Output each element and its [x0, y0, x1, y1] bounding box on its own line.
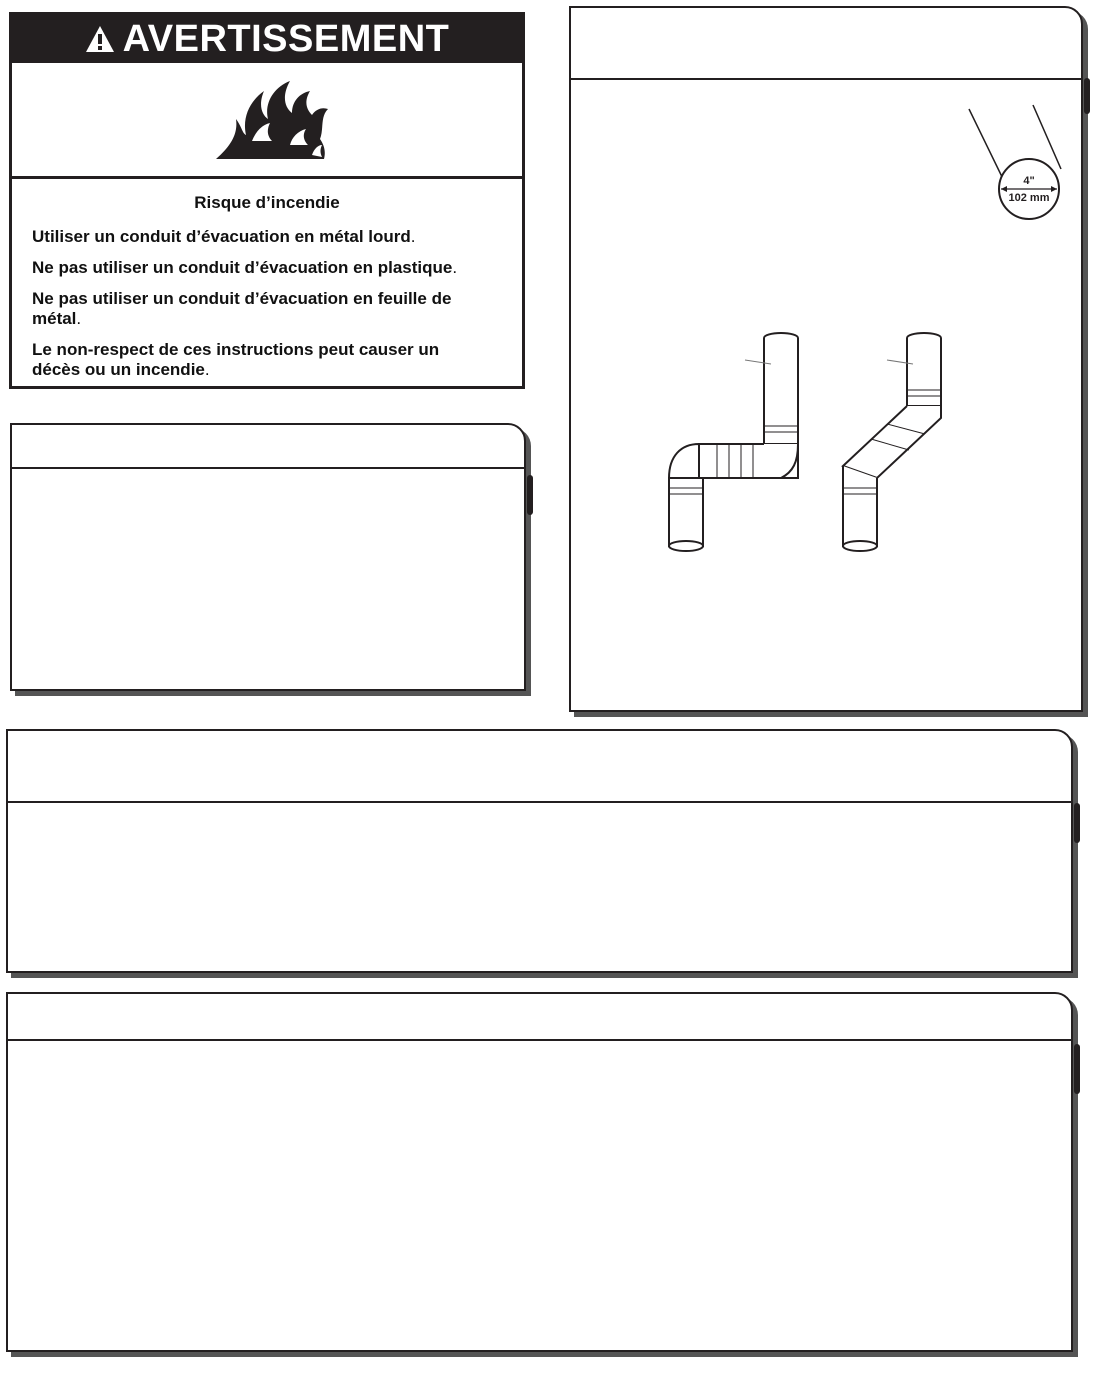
fire-icon: [212, 75, 332, 165]
warning-triangle-icon: [85, 25, 115, 53]
duct-size-mm: 102 mm: [1008, 192, 1050, 204]
left-panel-header: [12, 425, 524, 469]
right-panel: [569, 6, 1083, 712]
risk-title: Risque d’incendie: [194, 193, 340, 212]
warning-line: Ne pas utiliser un conduit d’évacuation en plastique.: [32, 258, 458, 277]
warning-line: Ne pas utiliser un conduit d’évacuation en feuille de métal.: [32, 289, 452, 328]
warning-title: AVERTISSEMENT: [122, 17, 450, 60]
warning-line: Le non-respect de ces instructions peut causer un décès ou un incendie.: [32, 340, 440, 379]
duct-diameter-diagram: [959, 103, 1079, 233]
bottom-wide-panel: [6, 992, 1073, 1352]
warning-body: [12, 179, 522, 380]
middle-panel-header: [8, 731, 1071, 803]
warning-box: [9, 12, 525, 389]
fire-icon-row: [12, 63, 522, 179]
offset-duct-angled-diagram: [841, 326, 951, 554]
warning-line: Utiliser un conduit d’évacuation en métal lourd.: [32, 227, 416, 246]
right-panel-header: [571, 8, 1081, 80]
left-panel: [10, 423, 526, 691]
warning-header: [12, 15, 522, 63]
offset-duct-elbows-diagram: [667, 326, 807, 554]
bottom-panel-header: [8, 994, 1071, 1041]
duct-size-inches: 4": [1023, 175, 1035, 187]
middle-wide-panel: [6, 729, 1073, 973]
